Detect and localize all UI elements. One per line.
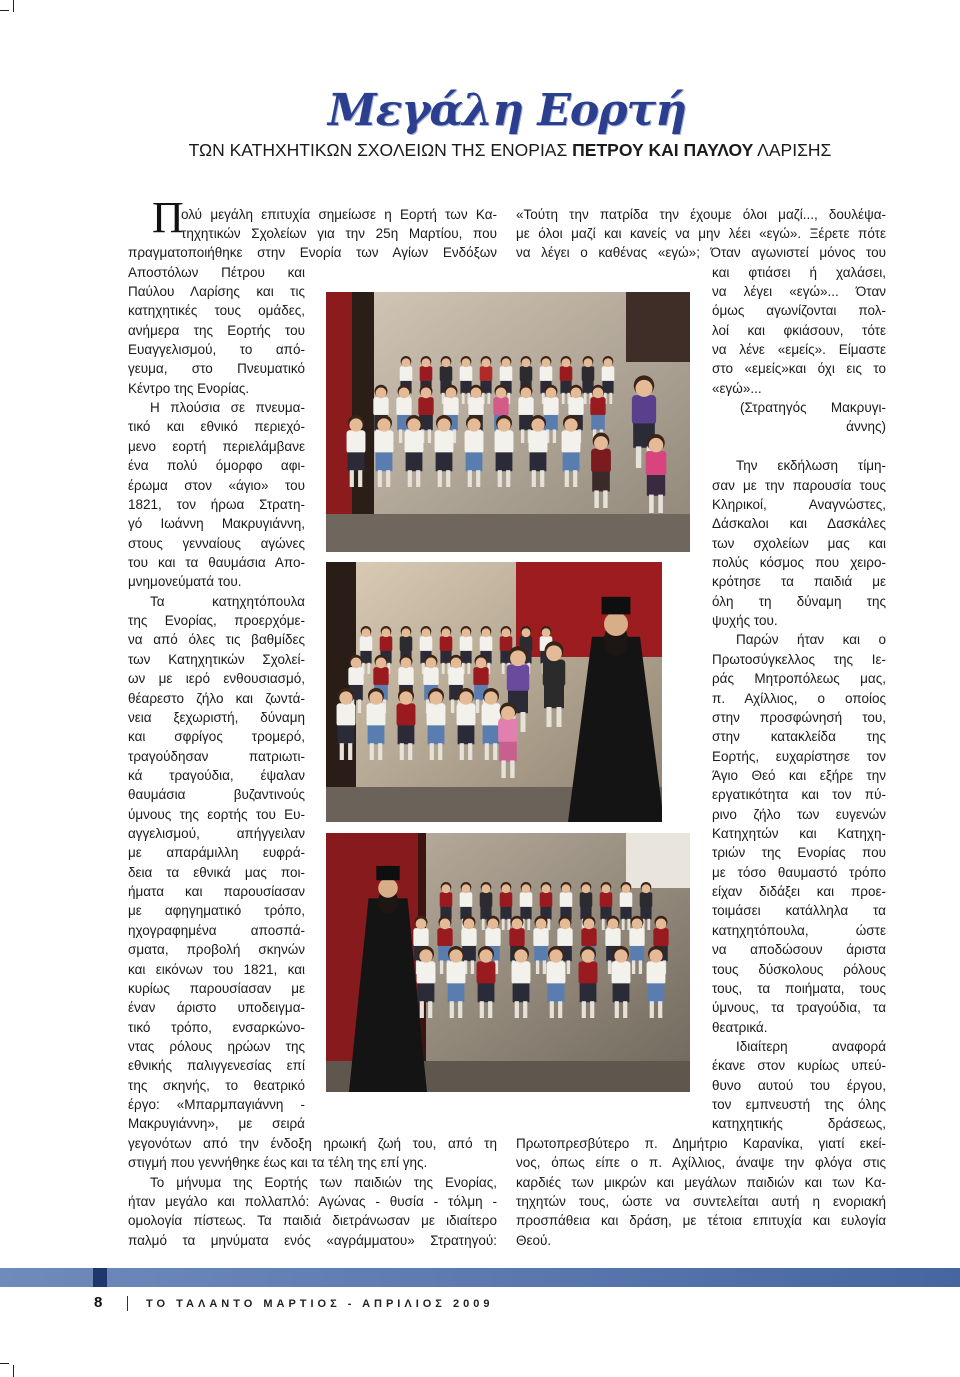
drop-cap: Π	[152, 193, 184, 242]
text-line: να λέγει ο καθένας «εγώ»; Όταν αγωνιστεί μόνος του	[516, 245, 886, 261]
text-line: θυνο αυτού του έργου,	[712, 1077, 886, 1093]
text-line: τραγούδησαν πατριωτι-	[128, 748, 305, 764]
text-line: Μακρυγιάννη», με σειρά	[128, 1116, 305, 1132]
text-line: «εγώ»...	[712, 380, 762, 396]
text-line: ύμνους της εορτής του Ευ-	[128, 806, 305, 822]
text-line: τικό τρόπο, ενσαρκώνο-	[128, 1019, 305, 1035]
text-line: ήταν μεγάλο και πολλαπλό: Αγώνας - θυσία - τόλμη -	[128, 1193, 497, 1209]
text-line: Άγιο Θεό και εξήρε την	[712, 767, 886, 783]
text-line: Κέντρο της Ενορίας.	[128, 380, 250, 396]
text-line: στην κατακλείδα της	[712, 729, 886, 745]
text-line: Τα κατηχητόπουλα	[150, 593, 305, 609]
text-line: τους, τα ποιήματα, τους	[712, 980, 886, 996]
text-line: π. Αχίλλιος, ο οποίος	[712, 690, 886, 706]
article-title: Μεγάλη Εορτή	[327, 85, 687, 136]
text-line: δεια τα εθνικά μας ποι-	[128, 864, 305, 880]
text-line: τοιμάσει κατάλληλα τα	[712, 903, 886, 919]
text-line: και φτιάσει ή χαλάσει,	[712, 264, 886, 280]
text-line: γό Ιωάννη Μακρυγιάννη,	[128, 516, 305, 532]
text-line: τικό και εθνικό περιεχό-	[128, 419, 305, 435]
text-line: να αποδώσουν άριστα	[712, 942, 886, 958]
text-line: Δάσκαλοι και Δασκάλες	[712, 516, 886, 532]
subtitle-post: ΛΑΡΙΣΗΣ	[753, 140, 832, 160]
text-line: ομολογία πίστεως. Τα παιδιά διετράνωσαν με ιδιαίτερο	[128, 1213, 497, 1229]
text-line: της Ενορίας, προερχόμε-	[128, 613, 305, 629]
text-line: Παρών ήταν και ο	[736, 632, 886, 648]
white-panel	[626, 833, 690, 888]
text-line: Εορτής, ευχαρίστησε τον	[712, 748, 886, 764]
text-line: κατηχητόπουλα, ώστε	[712, 922, 886, 938]
subtitle-bold: ΠΕΤΡΟΥ ΚΑΙ ΠΑΥΛΟΥ	[572, 140, 754, 160]
text-line: Κατηχητών και Κατηχη-	[712, 826, 886, 842]
text-line: κυρίως παρουσίασαν με	[128, 980, 305, 996]
text-line: να λέγει «εγώ»... Όταν	[712, 283, 886, 299]
text-line: και εικόνων του 1821, και	[128, 961, 305, 977]
text-line: όμως αγωνίζονται πολ-	[712, 303, 886, 319]
text-line: τηχητών τους, ώστε να συντελείται αυτή η ενοριακή	[516, 1193, 886, 1209]
text-line: εθνικής παλιγγενεσίας επί	[128, 1058, 305, 1074]
crop-mark-bottom-h	[0, 1363, 9, 1364]
text-line: ύμνους, τα τραγούδια, τα	[712, 1000, 886, 1016]
text-line: γεγονότων από την ένδοξη ηρωική ζωή του, από τη	[128, 1135, 497, 1151]
text-line: γευμα, στο Πνευματικό	[128, 361, 305, 377]
text-line: ηχογραφημένα αποσπά-	[128, 922, 305, 938]
text-line: είχαν διδάξει και προε-	[712, 884, 886, 900]
text-line: καρδιές των μικρών και μεγάλων παιδιών και των Κα-	[516, 1174, 886, 1190]
subtitle-pre: ΤΩΝ ΚΑΤΗΧΗΤΙΚΩΝ ΣΧΟΛΕΙΩΝ ΤΗΣ ΕΝΟΡΙΑΣ	[188, 140, 573, 160]
text-line: τριών της Ενορίας που	[712, 845, 886, 861]
text-line: του και τα θαυμάσια Απο-	[128, 554, 305, 570]
event-photo-3	[326, 833, 690, 1092]
text-line: ανήμερα της Εορτής του	[128, 322, 305, 338]
text-line: Ιδιαίτερη αναφορά	[736, 1038, 886, 1054]
text-line: Θεού.	[516, 1232, 552, 1248]
event-photo-1	[326, 292, 690, 552]
text-line: Το μήνυμα της Εορτής των παιδιών της Ενορίας,	[150, 1174, 497, 1190]
text-line: Κληρικοί, Αναγνώστες,	[712, 496, 886, 512]
text-line: Πρωτοσύγκελλος της Ιε-	[712, 651, 886, 667]
text-line: των σχολείων μας και	[712, 535, 886, 551]
text-line: νος, όπως είπε ο π. Αχίλλιος, άναψε την φλόγα στις	[516, 1155, 886, 1171]
text-line: κατηχητικής δράσεως,	[712, 1116, 886, 1132]
text-line: θεατρικά.	[712, 1019, 768, 1035]
text-line: ένα πολύ όμορφο αφι-	[128, 458, 305, 474]
dark-corner	[626, 292, 690, 362]
crop-mark-top-h	[0, 10, 9, 11]
text-line: όλη τη δύναμη της	[712, 593, 886, 609]
text-line: πραγματοποιήθηκε στην Ενορία των Αγίων Ενδόξων	[128, 245, 497, 261]
page-number: 8	[94, 1294, 103, 1311]
text-line: σαν με την παρουσία τους	[712, 477, 886, 493]
text-line: σματα, προβολή σκηνών	[128, 942, 305, 958]
text-line: άννης)	[846, 419, 886, 435]
text-line: μνημονεύματά του.	[128, 574, 242, 590]
footer-divider	[127, 1296, 128, 1311]
text-line: έργο: «Μπαρμπαγιάννη -	[128, 1097, 305, 1113]
text-line: κά τραγούδια, έψαλαν	[128, 767, 305, 783]
text-line: ψυχής του.	[712, 613, 778, 629]
text-line: αγγελισμού, απήγγειλαν	[128, 826, 305, 842]
text-line: νεια ξεχωριστή, δύναμη	[128, 709, 305, 725]
text-line: «Τούτη την πατρίδα την έχουμε όλοι μαζί..., δουλέψα-	[516, 206, 886, 222]
text-line: Παύλου Λαρίσης και τις	[128, 283, 305, 299]
text-line: Η πλούσια σε πνευμα-	[150, 400, 305, 416]
text-line: με τόσο θαυμαστό τρόπο	[712, 864, 886, 880]
text-line: τους δύσκολους ρόλους	[712, 961, 886, 977]
text-line: στους γενναίους αγώνες	[128, 535, 305, 551]
text-line: έναν άριστο υποδειγμα-	[128, 1000, 305, 1016]
text-line: έκανε στον κυρίως υπεύ-	[712, 1058, 886, 1074]
running-title: ΤΟ ΤΑΛΑΝΤΟ ΜΑΡΤΙΟΣ - ΑΠΡΙΛΙΟΣ 2009	[146, 1298, 494, 1310]
text-line: έρωμα στον «άγιο» του	[128, 477, 305, 493]
article-subtitle	[110, 139, 910, 161]
text-line: ολύ μεγάλη επιτυχία σημείωσε η Εορτή των Κα-	[181, 206, 497, 222]
text-line: με όλοι μαζί και κανείς να μην λέει «εγώ». Ξέρετε πότε	[516, 225, 886, 241]
text-line: στο «εμείς»και όχι εις το	[712, 361, 886, 377]
text-line: ράς Μητροπόλεως μας,	[712, 671, 886, 687]
text-line: στην προσφώνησή του,	[712, 709, 886, 725]
crop-mark-top-v	[13, 0, 14, 12]
text-line: των Κατηχητικών Σχολεί-	[128, 651, 305, 667]
text-line: ων με ιερό ενθουσιασμό,	[128, 671, 305, 687]
crop-mark-bottom-v	[13, 1365, 14, 1377]
text-line: της σκηνής, το θεατρικό	[128, 1077, 305, 1093]
text-line: ντας ρόλους ηρώων της	[128, 1038, 305, 1054]
text-line: ήματα και παρουσίασαν	[128, 884, 305, 900]
text-line: τον εμπνευστή της όλης	[712, 1097, 886, 1113]
footer-accent-square	[93, 1268, 107, 1287]
text-line: Την εκδήλωση τίμη-	[736, 458, 886, 474]
text-line: με απαράμιλλη ευφρά-	[128, 845, 305, 861]
text-line: Πρωτοπρεσβύτερο π. Δημήτριο Καρανίκα, γιατί εκεί-	[516, 1135, 886, 1151]
text-line: εργατικότητα και τον πύ-	[712, 787, 886, 803]
text-line: κατηχητικές τους ομάδες,	[128, 303, 305, 319]
text-line: μενο εορτή περιελάμβανε	[128, 438, 305, 454]
text-line: ρινο ζήλο των ευγενών	[712, 806, 886, 822]
floor	[326, 514, 690, 552]
text-line: να λένε «εμείς». Είμαστε	[712, 342, 886, 358]
text-line: με αφηγηματικό τρόπο,	[128, 903, 305, 919]
text-line: λοί και φκιάσουν, τότε	[712, 322, 886, 338]
text-line: παλμό τα μηνύματα ενός «αγράμματου» Στρατηγού:	[128, 1232, 497, 1248]
text-line: θέαρεστο ζήλο και ζωντά-	[128, 690, 305, 706]
text-line: πολύς κόσμος που χειρο-	[712, 554, 886, 570]
text-line: στιγμή που γεννήθηκε έως και τα τέλη της επί γης.	[128, 1155, 428, 1171]
text-line: κρότησε τα παιδιά με	[712, 574, 886, 590]
event-photo-2	[326, 562, 662, 822]
text-line: να από όλες τις βαθμίδες	[128, 632, 305, 648]
text-line: προσπάθεια και δράση, με τέτοια επιτυχία και ευλογία	[516, 1213, 886, 1229]
text-line: και σφρίγος τρομερό,	[128, 729, 305, 745]
text-line: Ευαγγελισμού, το από-	[128, 342, 305, 358]
footer-bar	[0, 1268, 960, 1287]
text-line: 1821, τον ήρωα Στρατη-	[128, 496, 305, 512]
text-line: τηχητικών Σχολείων για την 25η Μαρτίου, που	[181, 225, 497, 241]
text-line: Αποστόλων Πέτρου και	[128, 264, 305, 280]
text-line: (Στρατηγός Μακρυγι-	[740, 400, 886, 416]
text-line: θαυμάσια βυζαντινούς	[128, 787, 305, 803]
